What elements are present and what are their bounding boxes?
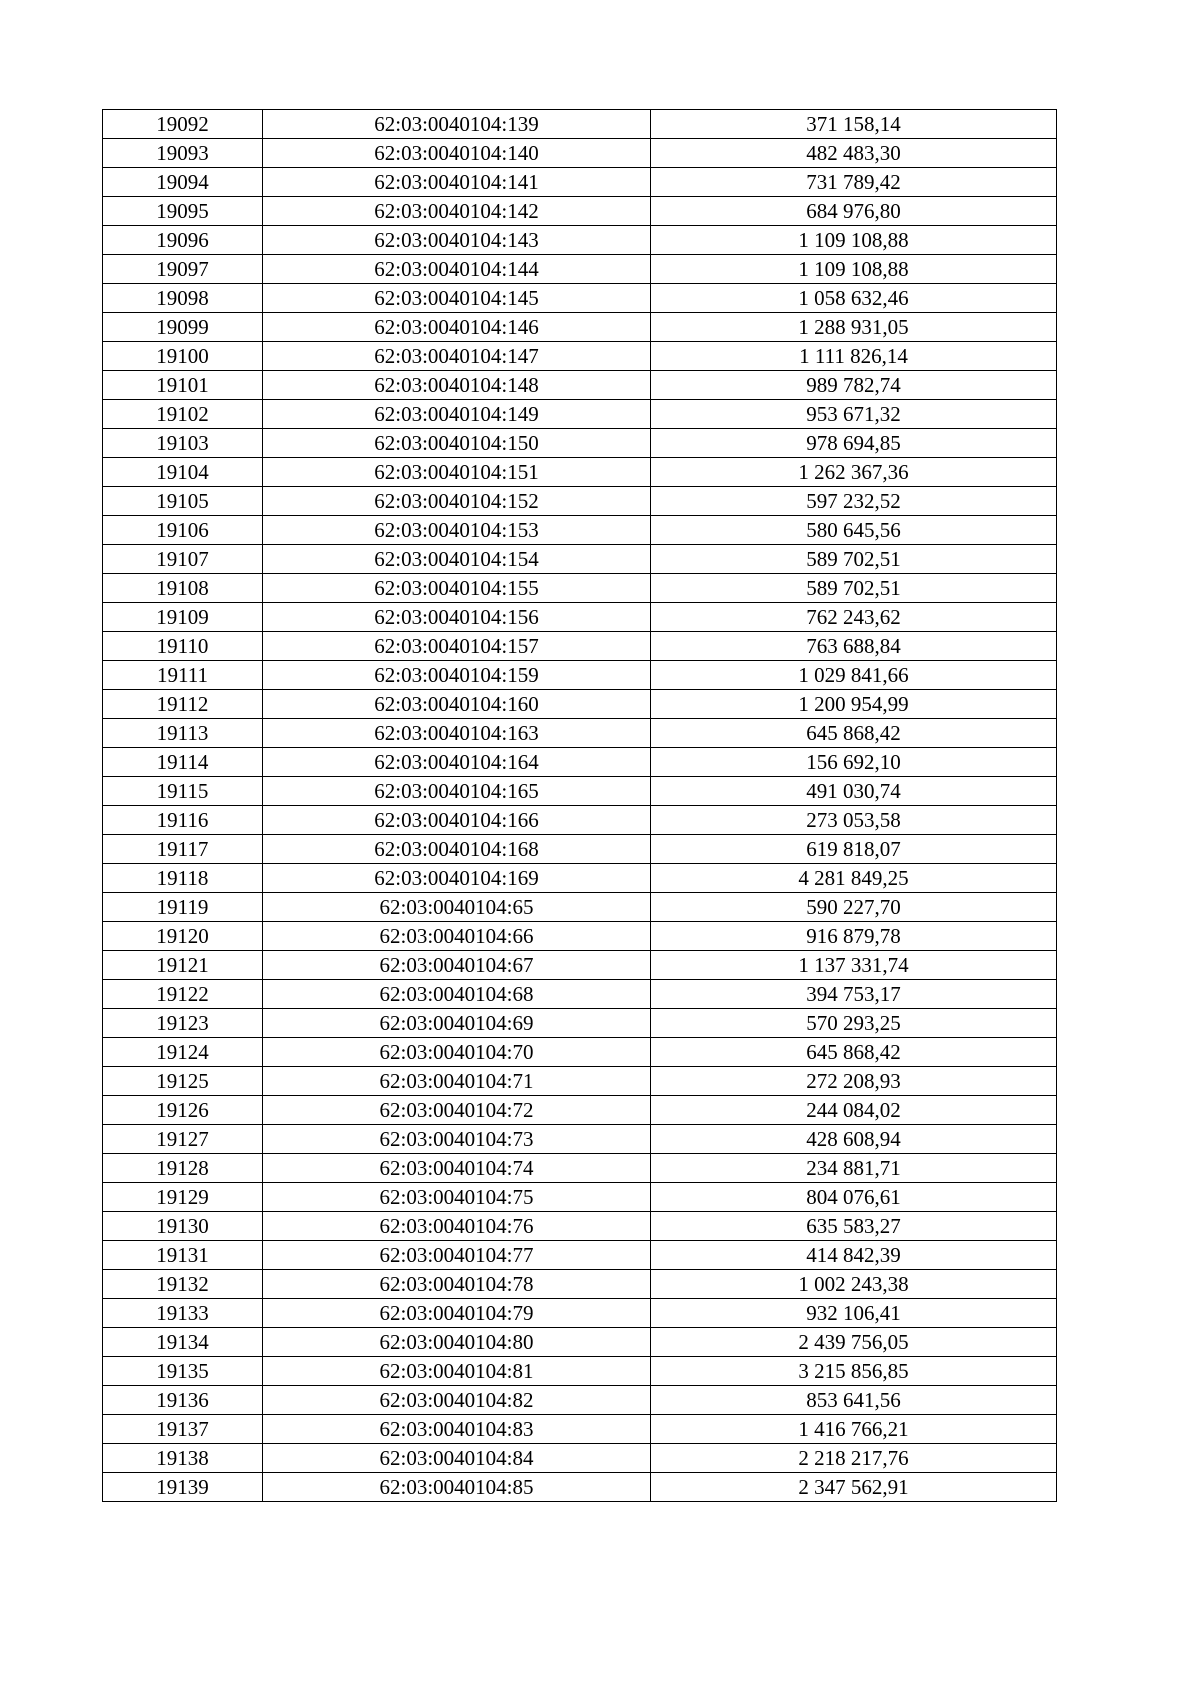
row-number-cell: 19103 <box>103 429 263 458</box>
row-number-cell: 19129 <box>103 1183 263 1212</box>
cadastral-value-cell: 916 879,78 <box>651 922 1057 951</box>
cadastral-number-cell: 62:03:0040104:154 <box>263 545 651 574</box>
table-row <box>103 1299 1057 1328</box>
cadastral-value-cell: 1 262 367,36 <box>651 458 1057 487</box>
row-number-cell: 19136 <box>103 1386 263 1415</box>
row-number-cell: 19096 <box>103 226 263 255</box>
row-number-cell: 19106 <box>103 516 263 545</box>
row-number-cell: 19135 <box>103 1357 263 1386</box>
table-row <box>103 313 1057 342</box>
table-row <box>103 574 1057 603</box>
cadastral-value-cell: 1 002 243,38 <box>651 1270 1057 1299</box>
table-row <box>103 1212 1057 1241</box>
cadastral-number-cell: 62:03:0040104:141 <box>263 168 651 197</box>
row-number-cell: 19122 <box>103 980 263 1009</box>
cadastral-value-cell: 1 288 931,05 <box>651 313 1057 342</box>
cadastral-value-cell: 1 416 766,21 <box>651 1415 1057 1444</box>
cadastral-number-cell: 62:03:0040104:160 <box>263 690 651 719</box>
table-row <box>103 458 1057 487</box>
row-number-cell: 19123 <box>103 1009 263 1038</box>
cadastral-number-cell: 62:03:0040104:72 <box>263 1096 651 1125</box>
cadastral-number-cell: 62:03:0040104:152 <box>263 487 651 516</box>
cadastral-number-cell: 62:03:0040104:155 <box>263 574 651 603</box>
cadastral-value-cell: 589 702,51 <box>651 574 1057 603</box>
cadastral-value-cell: 684 976,80 <box>651 197 1057 226</box>
table-row <box>103 1473 1057 1502</box>
cadastral-value-cell: 394 753,17 <box>651 980 1057 1009</box>
table-row <box>103 1125 1057 1154</box>
table-row <box>103 1357 1057 1386</box>
cadastral-value-cell: 932 106,41 <box>651 1299 1057 1328</box>
table-row <box>103 1154 1057 1183</box>
row-number-cell: 19108 <box>103 574 263 603</box>
row-number-cell: 19099 <box>103 313 263 342</box>
cadastral-value-cell: 414 842,39 <box>651 1241 1057 1270</box>
cadastral-value-cell: 570 293,25 <box>651 1009 1057 1038</box>
cadastral-number-cell: 62:03:0040104:78 <box>263 1270 651 1299</box>
cadastral-number-cell: 62:03:0040104:142 <box>263 197 651 226</box>
table-row <box>103 1270 1057 1299</box>
table-row <box>103 1009 1057 1038</box>
cadastral-number-cell: 62:03:0040104:157 <box>263 632 651 661</box>
cadastral-value-cell: 2 218 217,76 <box>651 1444 1057 1473</box>
row-number-cell: 19093 <box>103 139 263 168</box>
row-number-cell: 19134 <box>103 1328 263 1357</box>
table-row <box>103 545 1057 574</box>
row-number-cell: 19128 <box>103 1154 263 1183</box>
cadastral-value-cell: 597 232,52 <box>651 487 1057 516</box>
row-number-cell: 19131 <box>103 1241 263 1270</box>
table-row <box>103 255 1057 284</box>
row-number-cell: 19100 <box>103 342 263 371</box>
cadastral-number-cell: 62:03:0040104:146 <box>263 313 651 342</box>
table-row <box>103 690 1057 719</box>
row-number-cell: 19112 <box>103 690 263 719</box>
cadastral-number-cell: 62:03:0040104:156 <box>263 603 651 632</box>
table-row <box>103 429 1057 458</box>
row-number-cell: 19098 <box>103 284 263 313</box>
table-row <box>103 168 1057 197</box>
cadastral-number-cell: 62:03:0040104:79 <box>263 1299 651 1328</box>
row-number-cell: 19124 <box>103 1038 263 1067</box>
cadastral-value-cell: 635 583,27 <box>651 1212 1057 1241</box>
cadastral-number-cell: 62:03:0040104:151 <box>263 458 651 487</box>
table-row <box>103 516 1057 545</box>
cadastral-number-cell: 62:03:0040104:144 <box>263 255 651 284</box>
row-number-cell: 19105 <box>103 487 263 516</box>
cadastral-number-cell: 62:03:0040104:67 <box>263 951 651 980</box>
cadastral-number-cell: 62:03:0040104:69 <box>263 1009 651 1038</box>
row-number-cell: 19097 <box>103 255 263 284</box>
table-row <box>103 922 1057 951</box>
row-number-cell: 19133 <box>103 1299 263 1328</box>
row-number-cell: 19102 <box>103 400 263 429</box>
cadastral-value-cell: 273 053,58 <box>651 806 1057 835</box>
cadastral-number-cell: 62:03:0040104:85 <box>263 1473 651 1502</box>
row-number-cell: 19127 <box>103 1125 263 1154</box>
cadastral-value-cell: 491 030,74 <box>651 777 1057 806</box>
row-number-cell: 19121 <box>103 951 263 980</box>
row-number-cell: 19130 <box>103 1212 263 1241</box>
table-row <box>103 1386 1057 1415</box>
table-row <box>103 1183 1057 1212</box>
cadastral-number-cell: 62:03:0040104:147 <box>263 342 651 371</box>
row-number-cell: 19115 <box>103 777 263 806</box>
table-row <box>103 748 1057 777</box>
cadastral-value-cell: 953 671,32 <box>651 400 1057 429</box>
row-number-cell: 19104 <box>103 458 263 487</box>
cadastral-value-cell: 1 058 632,46 <box>651 284 1057 313</box>
table-row <box>103 835 1057 864</box>
cadastral-value-cell: 580 645,56 <box>651 516 1057 545</box>
table-row <box>103 603 1057 632</box>
cadastral-value-cell: 1 109 108,88 <box>651 255 1057 284</box>
table-row <box>103 719 1057 748</box>
cadastral-number-cell: 62:03:0040104:75 <box>263 1183 651 1212</box>
cadastral-value-cell: 4 281 849,25 <box>651 864 1057 893</box>
table-row <box>103 893 1057 922</box>
table-row <box>103 1328 1057 1357</box>
table-row <box>103 197 1057 226</box>
cadastral-value-table <box>102 109 1057 1502</box>
cadastral-number-cell: 62:03:0040104:159 <box>263 661 651 690</box>
cadastral-number-cell: 62:03:0040104:153 <box>263 516 651 545</box>
row-number-cell: 19107 <box>103 545 263 574</box>
table-row <box>103 632 1057 661</box>
row-number-cell: 19114 <box>103 748 263 777</box>
cadastral-value-cell: 234 881,71 <box>651 1154 1057 1183</box>
cadastral-number-cell: 62:03:0040104:163 <box>263 719 651 748</box>
table-row <box>103 400 1057 429</box>
cadastral-number-cell: 62:03:0040104:139 <box>263 110 651 139</box>
cadastral-value-cell: 978 694,85 <box>651 429 1057 458</box>
cadastral-number-cell: 62:03:0040104:148 <box>263 371 651 400</box>
table-row <box>103 226 1057 255</box>
row-number-cell: 19120 <box>103 922 263 951</box>
row-number-cell: 19111 <box>103 661 263 690</box>
table-row <box>103 342 1057 371</box>
cadastral-value-cell: 989 782,74 <box>651 371 1057 400</box>
row-number-cell: 19138 <box>103 1444 263 1473</box>
cadastral-number-cell: 62:03:0040104:140 <box>263 139 651 168</box>
cadastral-value-cell: 1 137 331,74 <box>651 951 1057 980</box>
cadastral-number-cell: 62:03:0040104:169 <box>263 864 651 893</box>
table-row <box>103 1067 1057 1096</box>
cadastral-value-cell: 589 702,51 <box>651 545 1057 574</box>
table-row <box>103 951 1057 980</box>
table-row <box>103 661 1057 690</box>
cadastral-number-cell: 62:03:0040104:83 <box>263 1415 651 1444</box>
row-number-cell: 19119 <box>103 893 263 922</box>
table-row <box>103 371 1057 400</box>
row-number-cell: 19094 <box>103 168 263 197</box>
cadastral-value-cell: 731 789,42 <box>651 168 1057 197</box>
cadastral-value-cell: 1 029 841,66 <box>651 661 1057 690</box>
table-row <box>103 1415 1057 1444</box>
row-number-cell: 19117 <box>103 835 263 864</box>
row-number-cell: 19101 <box>103 371 263 400</box>
table-body <box>103 110 1057 1502</box>
cadastral-value-cell: 762 243,62 <box>651 603 1057 632</box>
row-number-cell: 19113 <box>103 719 263 748</box>
row-number-cell: 19126 <box>103 1096 263 1125</box>
cadastral-number-cell: 62:03:0040104:80 <box>263 1328 651 1357</box>
table-row <box>103 139 1057 168</box>
cadastral-value-cell: 1 200 954,99 <box>651 690 1057 719</box>
cadastral-value-cell: 645 868,42 <box>651 719 1057 748</box>
row-number-cell: 19092 <box>103 110 263 139</box>
table-row <box>103 864 1057 893</box>
cadastral-number-cell: 62:03:0040104:65 <box>263 893 651 922</box>
cadastral-number-cell: 62:03:0040104:84 <box>263 1444 651 1473</box>
cadastral-value-cell: 645 868,42 <box>651 1038 1057 1067</box>
cadastral-value-cell: 590 227,70 <box>651 893 1057 922</box>
table-row <box>103 1241 1057 1270</box>
table-row <box>103 777 1057 806</box>
cadastral-number-cell: 62:03:0040104:71 <box>263 1067 651 1096</box>
cadastral-number-cell: 62:03:0040104:143 <box>263 226 651 255</box>
cadastral-value-cell: 156 692,10 <box>651 748 1057 777</box>
table-row <box>103 1038 1057 1067</box>
cadastral-number-cell: 62:03:0040104:74 <box>263 1154 651 1183</box>
cadastral-number-cell: 62:03:0040104:66 <box>263 922 651 951</box>
table-row <box>103 1096 1057 1125</box>
cadastral-value-cell: 1 111 826,14 <box>651 342 1057 371</box>
cadastral-value-cell: 244 084,02 <box>651 1096 1057 1125</box>
cadastral-number-cell: 62:03:0040104:82 <box>263 1386 651 1415</box>
row-number-cell: 19109 <box>103 603 263 632</box>
cadastral-value-cell: 619 818,07 <box>651 835 1057 864</box>
table-row <box>103 284 1057 313</box>
cadastral-value-cell: 3 215 856,85 <box>651 1357 1057 1386</box>
cadastral-value-cell: 2 347 562,91 <box>651 1473 1057 1502</box>
cadastral-value-cell: 1 109 108,88 <box>651 226 1057 255</box>
table-row <box>103 806 1057 835</box>
cadastral-number-cell: 62:03:0040104:165 <box>263 777 651 806</box>
table-row <box>103 110 1057 139</box>
cadastral-number-cell: 62:03:0040104:150 <box>263 429 651 458</box>
row-number-cell: 19118 <box>103 864 263 893</box>
table-row <box>103 487 1057 516</box>
cadastral-number-cell: 62:03:0040104:164 <box>263 748 651 777</box>
cadastral-number-cell: 62:03:0040104:77 <box>263 1241 651 1270</box>
cadastral-value-cell: 482 483,30 <box>651 139 1057 168</box>
table-row <box>103 980 1057 1009</box>
cadastral-number-cell: 62:03:0040104:68 <box>263 980 651 1009</box>
cadastral-number-cell: 62:03:0040104:73 <box>263 1125 651 1154</box>
row-number-cell: 19110 <box>103 632 263 661</box>
row-number-cell: 19095 <box>103 197 263 226</box>
cadastral-number-cell: 62:03:0040104:149 <box>263 400 651 429</box>
cadastral-value-cell: 2 439 756,05 <box>651 1328 1057 1357</box>
cadastral-value-cell: 804 076,61 <box>651 1183 1057 1212</box>
cadastral-number-cell: 62:03:0040104:81 <box>263 1357 651 1386</box>
cadastral-number-cell: 62:03:0040104:166 <box>263 806 651 835</box>
row-number-cell: 19125 <box>103 1067 263 1096</box>
row-number-cell: 19132 <box>103 1270 263 1299</box>
row-number-cell: 19137 <box>103 1415 263 1444</box>
cadastral-value-cell: 371 158,14 <box>651 110 1057 139</box>
cadastral-value-cell: 272 208,93 <box>651 1067 1057 1096</box>
cadastral-value-cell: 853 641,56 <box>651 1386 1057 1415</box>
row-number-cell: 19116 <box>103 806 263 835</box>
cadastral-value-cell: 763 688,84 <box>651 632 1057 661</box>
cadastral-number-cell: 62:03:0040104:76 <box>263 1212 651 1241</box>
table-row <box>103 1444 1057 1473</box>
cadastral-number-cell: 62:03:0040104:145 <box>263 284 651 313</box>
row-number-cell: 19139 <box>103 1473 263 1502</box>
cadastral-number-cell: 62:03:0040104:168 <box>263 835 651 864</box>
cadastral-value-cell: 428 608,94 <box>651 1125 1057 1154</box>
cadastral-number-cell: 62:03:0040104:70 <box>263 1038 651 1067</box>
